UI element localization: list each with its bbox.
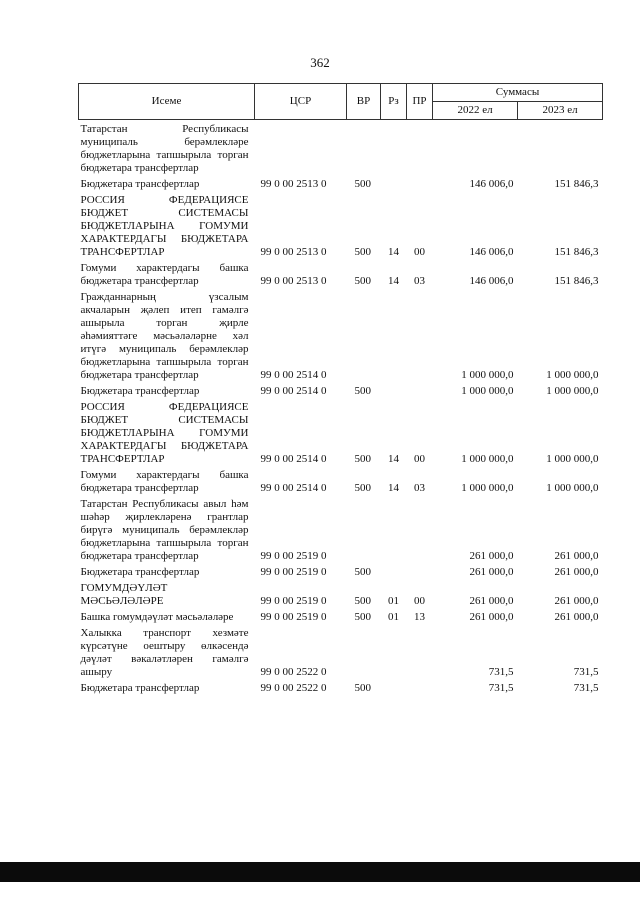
row-rz-code xyxy=(381,563,407,579)
row-vr-code xyxy=(347,495,381,563)
row-sum-2023: 261 000,0 xyxy=(554,611,599,623)
row-rz-code xyxy=(381,495,407,563)
row-sum-2023: 1 000 000,0 xyxy=(546,369,599,381)
row-csr-code: 99 0 00 2514 0 xyxy=(260,453,327,465)
row-csr-code: 99 0 00 2513 0 xyxy=(260,178,327,190)
table-row xyxy=(79,624,603,679)
row-vr-code: 500 xyxy=(354,178,371,190)
row-csr-code: 99 0 00 2519 0 xyxy=(260,566,327,578)
table-row xyxy=(79,259,603,288)
header-vr: ВР xyxy=(347,84,381,120)
row-rz-code xyxy=(381,624,407,679)
row-sum-2022: 1 000 000,0 xyxy=(461,369,514,381)
row-pr-code: 03 xyxy=(414,482,425,494)
row-sum-2023: 1 000 000,0 xyxy=(546,453,599,465)
header-year-2023: 2023 ел xyxy=(518,102,603,120)
row-sum-2023: 151 846,3 xyxy=(554,178,599,190)
row-sum-2023 xyxy=(518,120,603,176)
table-row xyxy=(79,120,603,176)
table-row xyxy=(79,679,603,695)
header-name: Исеме xyxy=(79,84,255,120)
row-sum-2022: 1 000 000,0 xyxy=(461,453,514,465)
table-row xyxy=(79,175,603,191)
row-pr-code xyxy=(407,120,433,176)
row-name: Бюджетара трансфертлар xyxy=(80,178,200,190)
table-row xyxy=(79,288,603,382)
table-row xyxy=(79,191,603,259)
row-csr-code: 99 0 00 2519 0 xyxy=(260,595,327,607)
row-csr-code: 99 0 00 2514 0 xyxy=(260,482,327,494)
row-sum-2023: 261 000,0 xyxy=(554,550,599,562)
row-vr-code: 500 xyxy=(354,482,371,494)
row-name: Башка гомумдәүләт мәсьәләләре xyxy=(80,611,234,623)
row-pr-code xyxy=(407,288,433,382)
row-sum-2022: 731,5 xyxy=(488,666,514,678)
table-row xyxy=(79,495,603,563)
row-name: Гражданнарның үзсалым акчаларын җәлеп итеп гамәлгә ашырыла торган җирле әһәмияттәге мәсьәләләрне хәл итүгә муниципаль берәмлекләр бюджетларына тапшырыла торган бюджетара трансфертлар xyxy=(80,291,249,381)
row-rz-code: 01 xyxy=(388,611,399,623)
table-row xyxy=(79,608,603,624)
row-rz-code: 14 xyxy=(388,246,399,258)
row-csr-code: 99 0 00 2514 0 xyxy=(260,369,327,381)
row-vr-code xyxy=(347,120,381,176)
row-name: Халыкка транспорт хезмәте күрсәтүне оештыру өлкәсендә дәүләт вәкаләтләрен гамәлгә ашыру xyxy=(80,627,249,678)
row-sum-2022: 146 006,0 xyxy=(469,246,514,258)
row-sum-2022: 1 000 000,0 xyxy=(461,385,514,397)
row-sum-2023: 261 000,0 xyxy=(554,566,599,578)
row-sum-2022: 146 006,0 xyxy=(469,275,514,287)
row-csr-code: 99 0 00 2513 0 xyxy=(260,275,327,287)
row-sum-2022: 731,5 xyxy=(488,682,514,694)
row-csr-code: 99 0 00 2519 0 xyxy=(260,611,327,623)
row-rz-code xyxy=(381,679,407,695)
row-name: Гомуми характердагы башка бюджетара трансфертлар xyxy=(80,262,249,287)
row-sum-2022: 1 000 000,0 xyxy=(461,482,514,494)
row-csr-code: 99 0 00 2522 0 xyxy=(260,666,327,678)
page-number: 362 xyxy=(310,55,330,70)
row-pr-code: 00 xyxy=(414,246,425,258)
row-vr-code xyxy=(347,288,381,382)
row-pr-code xyxy=(407,563,433,579)
row-rz-code: 14 xyxy=(388,482,399,494)
header-sums: Суммасы xyxy=(433,84,603,102)
table-row xyxy=(79,382,603,398)
row-rz-code xyxy=(381,288,407,382)
row-name: Бюджетара трансфертлар xyxy=(80,682,200,694)
row-pr-code: 13 xyxy=(414,611,425,623)
scan-edge-bar xyxy=(0,862,640,882)
row-name: Гомуми характердагы башка бюджетара трансфертлар xyxy=(80,469,249,494)
table-row xyxy=(79,466,603,495)
row-pr-code xyxy=(407,495,433,563)
row-name: Татарстан Республикасы авыл һәм шәһәр җирлекләренә грантлар бирүгә муниципаль берәмлекләр бюджетларына тапшырыла торган бюджетара трансфертлар xyxy=(80,498,249,562)
table-row xyxy=(79,398,603,466)
row-sum-2023: 261 000,0 xyxy=(554,595,599,607)
row-rz-code xyxy=(381,382,407,398)
row-sum-2023: 151 846,3 xyxy=(554,275,599,287)
table-row xyxy=(79,563,603,579)
row-rz-code: 14 xyxy=(388,275,399,287)
row-name: ГОМУМДӘҮЛӘТ МӘСЬӘЛӘЛӘРЕ xyxy=(80,582,168,607)
header-rz: Рз xyxy=(381,84,407,120)
row-vr-code: 500 xyxy=(354,611,371,623)
row-name: Бюджетара трансфертлар xyxy=(80,566,200,578)
table-row xyxy=(79,579,603,608)
row-rz-code: 01 xyxy=(388,595,399,607)
row-csr-code: 99 0 00 2519 0 xyxy=(260,550,327,562)
row-vr-code: 500 xyxy=(354,246,371,258)
row-pr-code: 00 xyxy=(414,453,425,465)
row-vr-code: 500 xyxy=(354,275,371,287)
row-sum-2022: 261 000,0 xyxy=(469,611,514,623)
row-sum-2023: 731,5 xyxy=(573,666,599,678)
row-pr-code xyxy=(407,382,433,398)
row-sum-2023: 1 000 000,0 xyxy=(546,482,599,494)
row-rz-code xyxy=(381,175,407,191)
row-vr-code: 500 xyxy=(354,566,371,578)
row-vr-code: 500 xyxy=(354,595,371,607)
row-name: Татарстан Республикасы муниципаль берәмлекләре бюджетларына тапшырыла торган бюджетара трансфертлар xyxy=(80,123,249,174)
row-pr-code xyxy=(407,624,433,679)
row-pr-code: 03 xyxy=(414,275,425,287)
row-name: РОССИЯ ФЕДЕРАЦИЯСЕ БЮДЖЕТ СИСТЕМАСЫ БЮДЖЕТЛАРЫНА ГОМУМИ ХАРАКТЕРДАГЫ БЮДЖЕТАРА ТРАНСФЕРТЛАР xyxy=(80,401,249,465)
row-vr-code: 500 xyxy=(354,453,371,465)
row-csr-code: 99 0 00 2514 0 xyxy=(260,385,327,397)
header-pr: ПР xyxy=(407,84,433,120)
row-name: РОССИЯ ФЕДЕРАЦИЯСЕ БЮДЖЕТ СИСТЕМАСЫ БЮДЖЕТЛАРЫНА ГОМУМИ ХАРАКТЕРДАГЫ БЮДЖЕТАРА ТРАНСФЕРТЛАР xyxy=(80,194,249,258)
row-sum-2022: 261 000,0 xyxy=(469,550,514,562)
row-csr-code xyxy=(255,120,347,176)
budget-table xyxy=(78,83,603,695)
row-vr-code: 500 xyxy=(354,682,371,694)
row-name: Бюджетара трансфертлар xyxy=(80,385,200,397)
row-sum-2023: 731,5 xyxy=(573,682,599,694)
row-pr-code xyxy=(407,679,433,695)
table-body xyxy=(79,120,603,696)
row-sum-2022: 261 000,0 xyxy=(469,566,514,578)
row-csr-code: 99 0 00 2513 0 xyxy=(260,246,327,258)
row-rz-code xyxy=(381,120,407,176)
row-csr-code: 99 0 00 2522 0 xyxy=(260,682,327,694)
row-sum-2022 xyxy=(433,120,518,176)
row-vr-code xyxy=(347,624,381,679)
row-sum-2023: 151 846,3 xyxy=(554,246,599,258)
header-year-2022: 2022 ел xyxy=(433,102,518,120)
row-pr-code xyxy=(407,175,433,191)
header-csr: ЦСР xyxy=(255,84,347,120)
row-sum-2023: 1 000 000,0 xyxy=(546,385,599,397)
row-rz-code: 14 xyxy=(388,453,399,465)
row-pr-code: 00 xyxy=(414,595,425,607)
row-vr-code: 500 xyxy=(354,385,371,397)
row-sum-2022: 261 000,0 xyxy=(469,595,514,607)
row-sum-2022: 146 006,0 xyxy=(469,178,514,190)
